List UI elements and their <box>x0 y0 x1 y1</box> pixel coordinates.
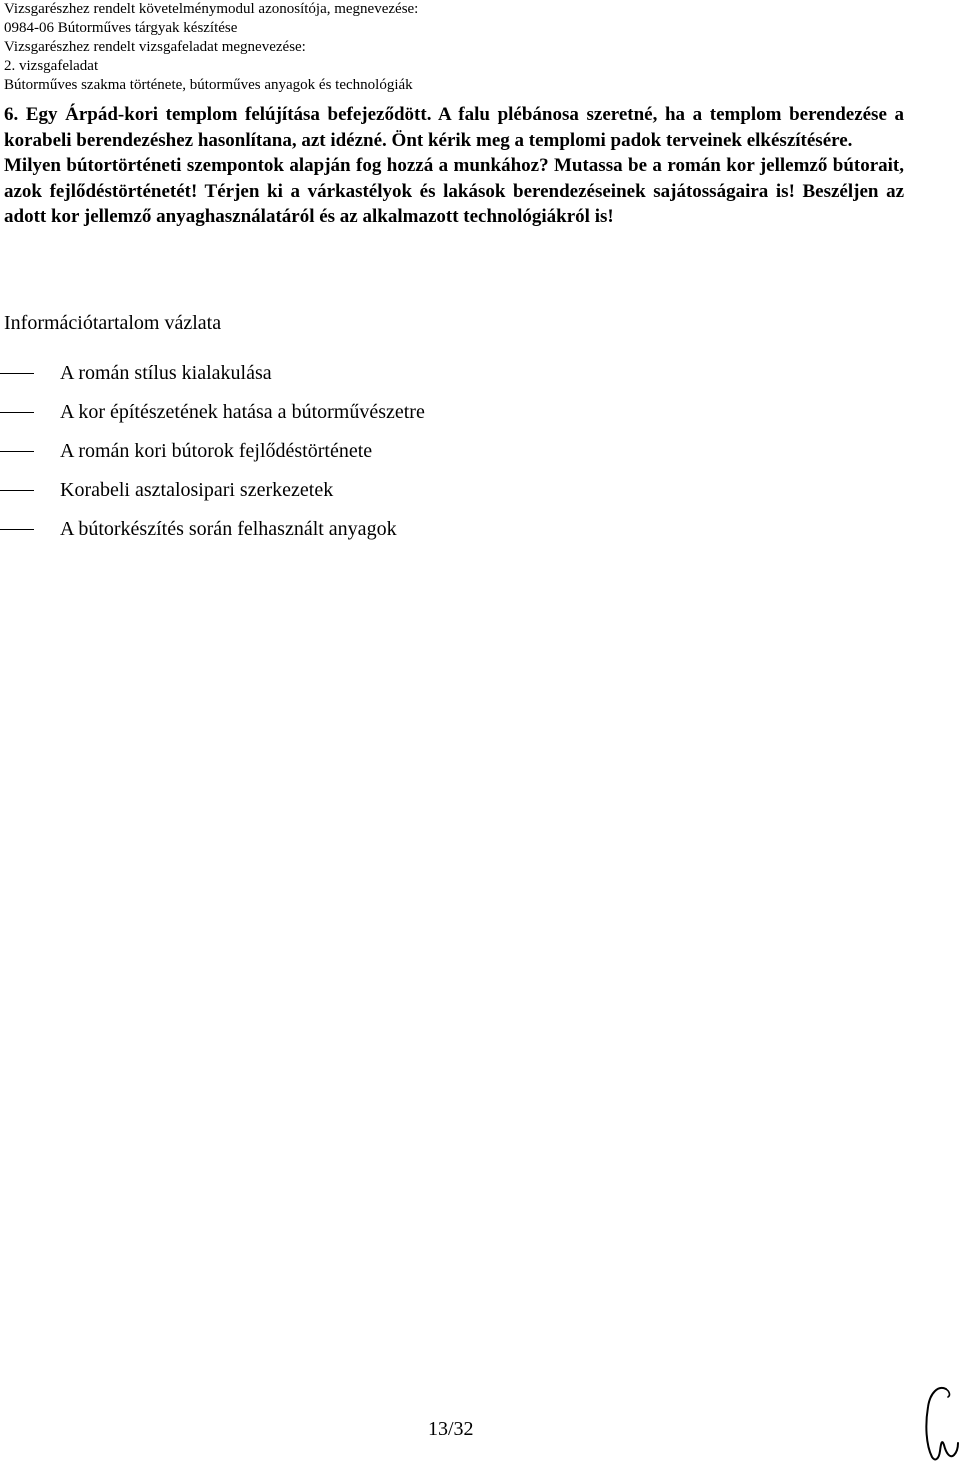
header-line-task-label: Vizsgarészhez rendelt vizsgafeladat megnevezése: <box>4 39 306 55</box>
dash-bullet-icon <box>0 529 34 530</box>
header-line-module-label: Vizsgarészhez rendelt követelménymodul azonosítója, megnevezése: <box>4 1 419 17</box>
list-item <box>0 359 700 398</box>
header-line-module-name: 0984-06 Bútorműves tárgyak készítése <box>4 20 238 36</box>
dash-bullet-icon <box>0 412 34 413</box>
list-item-text: A bútorkészítés során felhasznált anyagok <box>60 518 397 540</box>
list-item <box>0 437 700 476</box>
list-item <box>0 476 700 515</box>
signature-icon <box>918 1383 960 1463</box>
list-item-text: A román kori bútorok fejlődéstörténete <box>60 440 373 462</box>
task-description <box>4 102 904 230</box>
header-line-task-name: Bútorműves szakma története, bútorműves anyagok és technológiák <box>4 77 413 93</box>
document-header <box>4 0 944 95</box>
dash-bullet-icon <box>0 373 34 374</box>
outline-title: Információtartalom vázlata <box>4 312 222 334</box>
list-item-text: A román stílus kialakulása <box>60 362 272 384</box>
task-paragraph-intro: 6. Egy Árpád-kori templom felújítása befejeződött. A falu plébánosa szeretné, ha a templom berendezése a korabeli berendezéshez hasonlítana, azt idézné. Önt kérik meg a templomi padok terveinek elkészítésére. <box>4 104 904 151</box>
list-item <box>0 398 700 437</box>
task-paragraph-questions: Milyen bútortörténeti szempontok alapján fog hozzá a munkához? Mutassa be a román kor jellemző bútorait, azok fejlődéstörténetét! Térjen ki a várkastélyok és lakások berendezéseinek sajátosságaira is! Beszéljen az adott kor jellemző anyaghasználatáról és az alkalmazott technológiákról is! <box>4 155 904 228</box>
list-item <box>0 515 700 554</box>
list-item-text: A kor építészetének hatása a bútorművészetre <box>60 401 425 423</box>
page-number: 13/32 <box>428 1418 474 1440</box>
dash-bullet-icon <box>0 490 34 491</box>
list-item-text: Korabeli asztalosipari szerkezetek <box>60 479 334 501</box>
dash-bullet-icon <box>0 451 34 452</box>
outline-list <box>0 359 700 554</box>
header-line-task-number: 2. vizsgafeladat <box>4 58 99 74</box>
